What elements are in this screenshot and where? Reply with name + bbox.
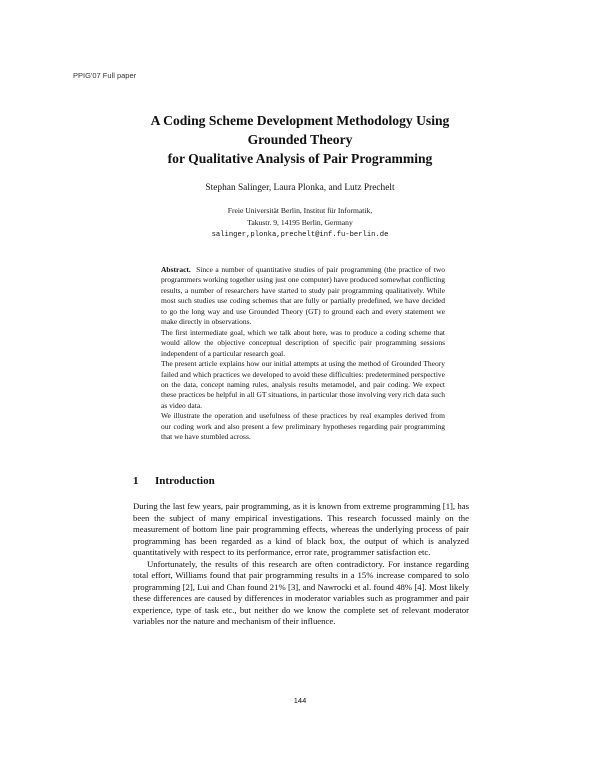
section-heading xyxy=(133,475,215,487)
abstract-paragraph: The present article explains how our initial attempts at using the method of Grounded Theory failed and which practices we developed to avoid these difficulties: predetermined perspective on the data, concept naming rules, analysis results metamodel, and pair coding. We expect these practices be helpful in all GT situations, in particular those involving very rich data such as video data. xyxy=(161,359,445,410)
section-number: 1 xyxy=(133,475,139,487)
section-body xyxy=(133,501,469,628)
body-paragraph: Unfortunately, the results of this research are often contradictory. For instance regarding total effort, Williams found that pair programming results in a 15% increase compared to solo programming [2], Lui and Chan found 21% [3], and Nawrocki et al. found 48% [4]. Most likely these differences are caused by differences in moderator variables such as programmer and pair experience, type of task etc., but neither do we know the complete set of relevant moderator variables nor the nature and mechanism of their influence. xyxy=(133,558,469,627)
abstract-text: Since a number of quantitative studies of pair programming (the practice of two programmers working together using just one computer) have produced somewhat conflicting results, a number of researchers have started to study pair programming qualitatively. While most such studies use coding schemes that are fully or partially predefined, we have decided to go the long way and use Grounded Theory (GT) to ground each and every statement we make directly in observations. xyxy=(161,265,445,327)
affiliation-institution: Freie Universität Berlin, Institut für Informatik, xyxy=(227,206,373,215)
body-paragraph: During the last few years, pair programming, as it is known from extreme programming [1], has been the subject of many empirical investigations. This research focussed mainly on the measurement of bottom line pair programming effects, whereas the underlying process of pair programming has been regarded as a kind of black box, the output of which is analyzed quantitatively with respect to its performance, error rate, programmer satisfaction etc. xyxy=(133,501,469,558)
running-header: PPIG'07 Full paper xyxy=(73,71,137,80)
abstract xyxy=(161,265,445,443)
abstract-paragraph xyxy=(161,265,445,328)
author-emails: salinger,plonka,prechelt@inf.fu-berlin.de xyxy=(211,231,389,239)
section-title: Introduction xyxy=(155,475,215,487)
affiliation-address: Takustr. 9, 14195 Berlin, Germany xyxy=(247,218,353,227)
page-number: 144 xyxy=(293,696,307,705)
abstract-label: Abstract. xyxy=(161,265,191,274)
abstract-paragraph: The first intermediate goal, which we talk about here, was to produce a coding scheme that would allow the objective conceptual description of specific pair programming sessions independent of a particular research goal. xyxy=(161,327,445,358)
author-list: Stephan Salinger, Laura Plonka, and Lutz Prechelt xyxy=(205,183,395,193)
title-line: A Coding Scheme Development Methodology Using xyxy=(150,113,450,128)
abstract-paragraph: We illustrate the operation and usefulness of these practices by real examples derived from our coding work and also present a few preliminary hypotheses regarding pair programming that we have stumbled across. xyxy=(161,411,445,442)
title-line: Grounded Theory xyxy=(247,132,353,147)
paper-title xyxy=(100,111,500,168)
title-line: for Qualitative Analysis of Pair Programming xyxy=(167,151,433,166)
affiliation-block xyxy=(100,205,500,241)
